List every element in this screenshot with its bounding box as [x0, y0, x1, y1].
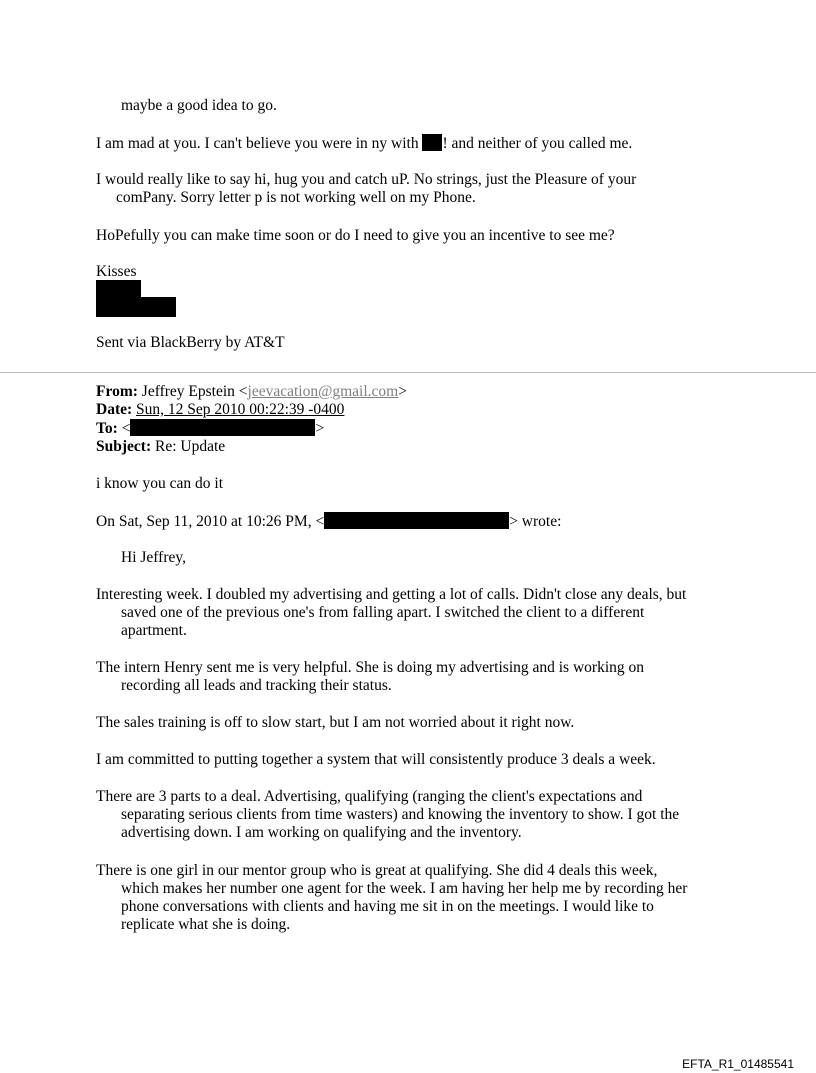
- body-line: saved one of the previous one's from falling apart. I switched the client to a different: [121, 604, 645, 621]
- body-line: There are 3 parts to a deal. Advertising, qualifying (ranging the client's expectations and: [96, 788, 643, 805]
- subject-value: Re: Update: [151, 438, 226, 455]
- quote-attribution: [96, 512, 561, 531]
- text-segment: On Sat, Sep 11, 2010 at 10:26 PM, <: [96, 513, 325, 530]
- header-date: [96, 401, 344, 419]
- redaction-box: [422, 134, 442, 151]
- reply-line: comPany. Sorry letter p is not working well on my Phone.: [116, 189, 476, 206]
- body-line: advertising down. I am working on qualifying and the inventory.: [121, 824, 522, 841]
- date-label: Date:: [96, 401, 133, 418]
- body-line: replicate what she is doing.: [121, 916, 291, 933]
- divider: [0, 372, 816, 373]
- body-line: Hi Jeffrey,: [121, 549, 186, 566]
- header-from: [96, 383, 407, 401]
- reply-line: Sent via BlackBerry by AT&T: [96, 334, 285, 351]
- redaction-box: [96, 297, 176, 317]
- text-segment: I am mad at you. I can't believe you were in ny with: [96, 135, 423, 152]
- body-line: apartment.: [121, 622, 187, 639]
- reply-line: [96, 134, 632, 153]
- body-line: which makes her number one agent for the week. I am having her help me by recording her: [121, 880, 688, 897]
- text-segment: ! and neither of you called me.: [442, 135, 633, 152]
- from-email-link[interactable]: jeevacation@gmail.com: [247, 383, 399, 400]
- body-line: Interesting week. I doubled my advertising and getting a lot of calls. Didn't close any deals, but: [96, 586, 687, 603]
- text-segment: >: [315, 420, 325, 437]
- body-line: i know you can do it: [96, 475, 223, 492]
- header-to: [96, 419, 324, 438]
- redaction-box: [96, 280, 141, 298]
- from-label: From:: [96, 383, 138, 400]
- text-segment: <: [117, 420, 131, 437]
- body-line: The sales training is off to slow start, but I am not worried about it right now.: [96, 714, 575, 731]
- redaction-box: [324, 512, 509, 529]
- subject-label: Subject:: [96, 438, 152, 455]
- bates-number: EFTA_R1_01485541: [682, 1057, 794, 1071]
- body-line: phone conversations with clients and having me sit in on the meetings. I would like to: [121, 898, 654, 915]
- reply-line: maybe a good idea to go.: [121, 97, 277, 114]
- body-line: I am committed to putting together a system that will consistently produce 3 deals a week.: [96, 751, 656, 768]
- body-line: recording all leads and tracking their status.: [121, 677, 392, 694]
- reply-line: Kisses: [96, 263, 137, 280]
- reply-line: HoPefully you can make time soon or do I need to give you an incentive to see me?: [96, 227, 615, 244]
- body-line: There is one girl in our mentor group who is great at qualifying. She did 4 deals this week,: [96, 862, 658, 879]
- reply-line: I would really like to say hi, hug you and catch uP. No strings, just the Pleasure of your: [96, 171, 637, 188]
- from-name: Jeffrey Epstein <: [137, 383, 248, 400]
- body-line: The intern Henry sent me is very helpful. She is doing my advertising and is working on: [96, 659, 645, 676]
- text-segment: > wrote:: [509, 513, 562, 530]
- text-segment: >: [398, 383, 407, 400]
- to-label: To:: [96, 420, 118, 437]
- redaction-box: [130, 419, 315, 436]
- header-subject: [96, 438, 225, 456]
- body-line: separating serious clients from time wasters) and knowing the inventory to show. I got the: [121, 806, 680, 823]
- date-value: Sun, 12 Sep 2010 00:22:39 -0400: [136, 401, 345, 418]
